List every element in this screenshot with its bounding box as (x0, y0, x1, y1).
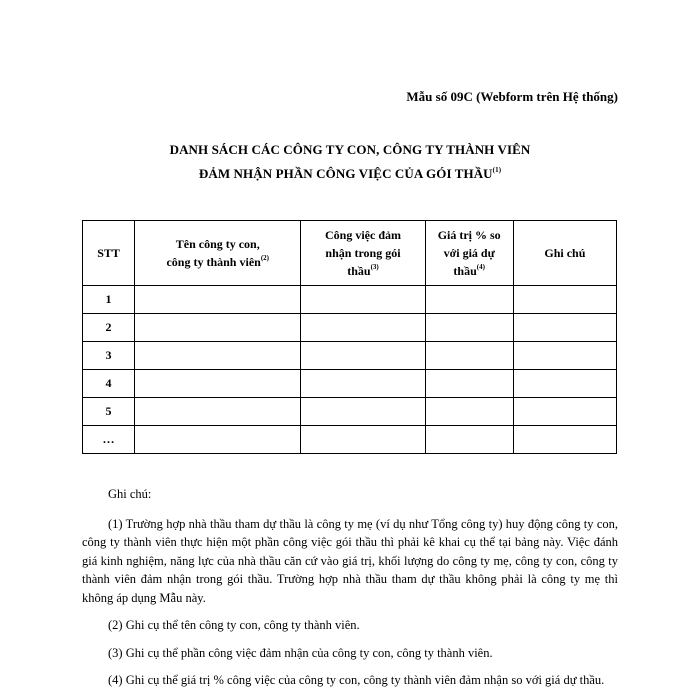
document-title-line-2 (0, 166, 700, 182)
header-stt: STT (83, 221, 135, 286)
header-value-line-2: với giá dự (443, 246, 495, 260)
header-work (301, 221, 425, 286)
cell-note (513, 342, 616, 370)
cell-value (425, 286, 513, 314)
header-work-line-1: Công việc đảm (325, 228, 401, 242)
cell-work (301, 342, 425, 370)
header-value-line-3: thầu (453, 264, 477, 278)
cell-company (135, 398, 301, 426)
cell-note (513, 370, 616, 398)
table-row (83, 370, 617, 398)
company-table (82, 220, 617, 454)
row-number: 1 (83, 286, 135, 314)
footnote-ref-4: (4) (476, 263, 485, 271)
cell-value (425, 426, 513, 454)
cell-note (513, 398, 616, 426)
table-header-row (83, 221, 617, 286)
cell-note (513, 286, 616, 314)
row-number: 3 (83, 342, 135, 370)
cell-work (301, 370, 425, 398)
cell-company (135, 314, 301, 342)
header-company-line-1: Tên công ty con, (175, 237, 260, 251)
cell-note (513, 426, 616, 454)
table-row (83, 342, 617, 370)
cell-company (135, 426, 301, 454)
cell-note (513, 314, 616, 342)
row-number: 4 (83, 370, 135, 398)
cell-work (301, 426, 425, 454)
footnote-ref-3: (3) (370, 263, 379, 271)
cell-value (425, 398, 513, 426)
footnote-ref-1: (1) (492, 166, 502, 174)
note-4: (4) Ghi cụ thể giá trị % công việc của công ty con, công ty thành viên đảm nhận so với giá dự thầu. (108, 673, 605, 687)
note-2: (2) Ghi cụ thể tên công ty con, công ty thành viên. (108, 618, 360, 632)
table-row (83, 426, 617, 454)
document-title-line-2-text: ĐẢM NHẬN PHẦN CÔNG VIỆC CỦA GÓI THẦU (198, 166, 493, 181)
notes-section (82, 485, 618, 699)
footnote-ref-2: (2) (260, 254, 269, 262)
cell-company (135, 342, 301, 370)
document-title-line-1: DANH SÁCH CÁC CÔNG TY CON, CÔNG TY THÀNH VIÊN (169, 142, 531, 157)
header-work-line-3: thầu (347, 264, 371, 278)
cell-work (301, 286, 425, 314)
cell-work (301, 398, 425, 426)
form-code: Mẫu số 09C (Webform trên Hệ thống) (406, 89, 618, 104)
notes-heading: Ghi chú: (108, 487, 152, 501)
table-row (83, 398, 617, 426)
note-3: (3) Ghi cụ thể phần công việc đảm nhận của công ty con, công ty thành viên. (108, 645, 493, 660)
note-1: (1) Trường hợp nhà thầu tham dự thầu là công ty mẹ (ví dụ như Tổng công ty) huy động công ty con, công ty thành viên thực hiện một phần công việc gói thầu thì phải kê khai cụ thể tại bảng này. Việc đánh giá kinh nghiệm, năng lực của nhà thầu căn cứ vào giá trị, khối lượng do công ty mẹ, công ty con, công ty thành viên đảm nhận trong gói thầu. Trường hợp nhà thầu tham dự thầu không phải là công ty mẹ thì không áp dụng Mẫu này. (82, 516, 618, 605)
table-row (83, 314, 617, 342)
header-note: Ghi chú (513, 221, 616, 286)
cell-work (301, 314, 425, 342)
header-work-line-2: nhận trong gói (325, 246, 401, 260)
row-number: 5 (83, 398, 135, 426)
cell-value (425, 342, 513, 370)
header-company-name (135, 221, 301, 286)
cell-company (135, 370, 301, 398)
header-company-line-2: công ty thành viên (166, 255, 261, 269)
table-row (83, 286, 617, 314)
cell-company (135, 286, 301, 314)
header-value-line-1: Giá trị % so (437, 228, 501, 242)
cell-value (425, 370, 513, 398)
row-number: 2 (83, 314, 135, 342)
cell-value (425, 314, 513, 342)
header-value-percent (425, 221, 513, 286)
row-number: … (83, 426, 135, 454)
